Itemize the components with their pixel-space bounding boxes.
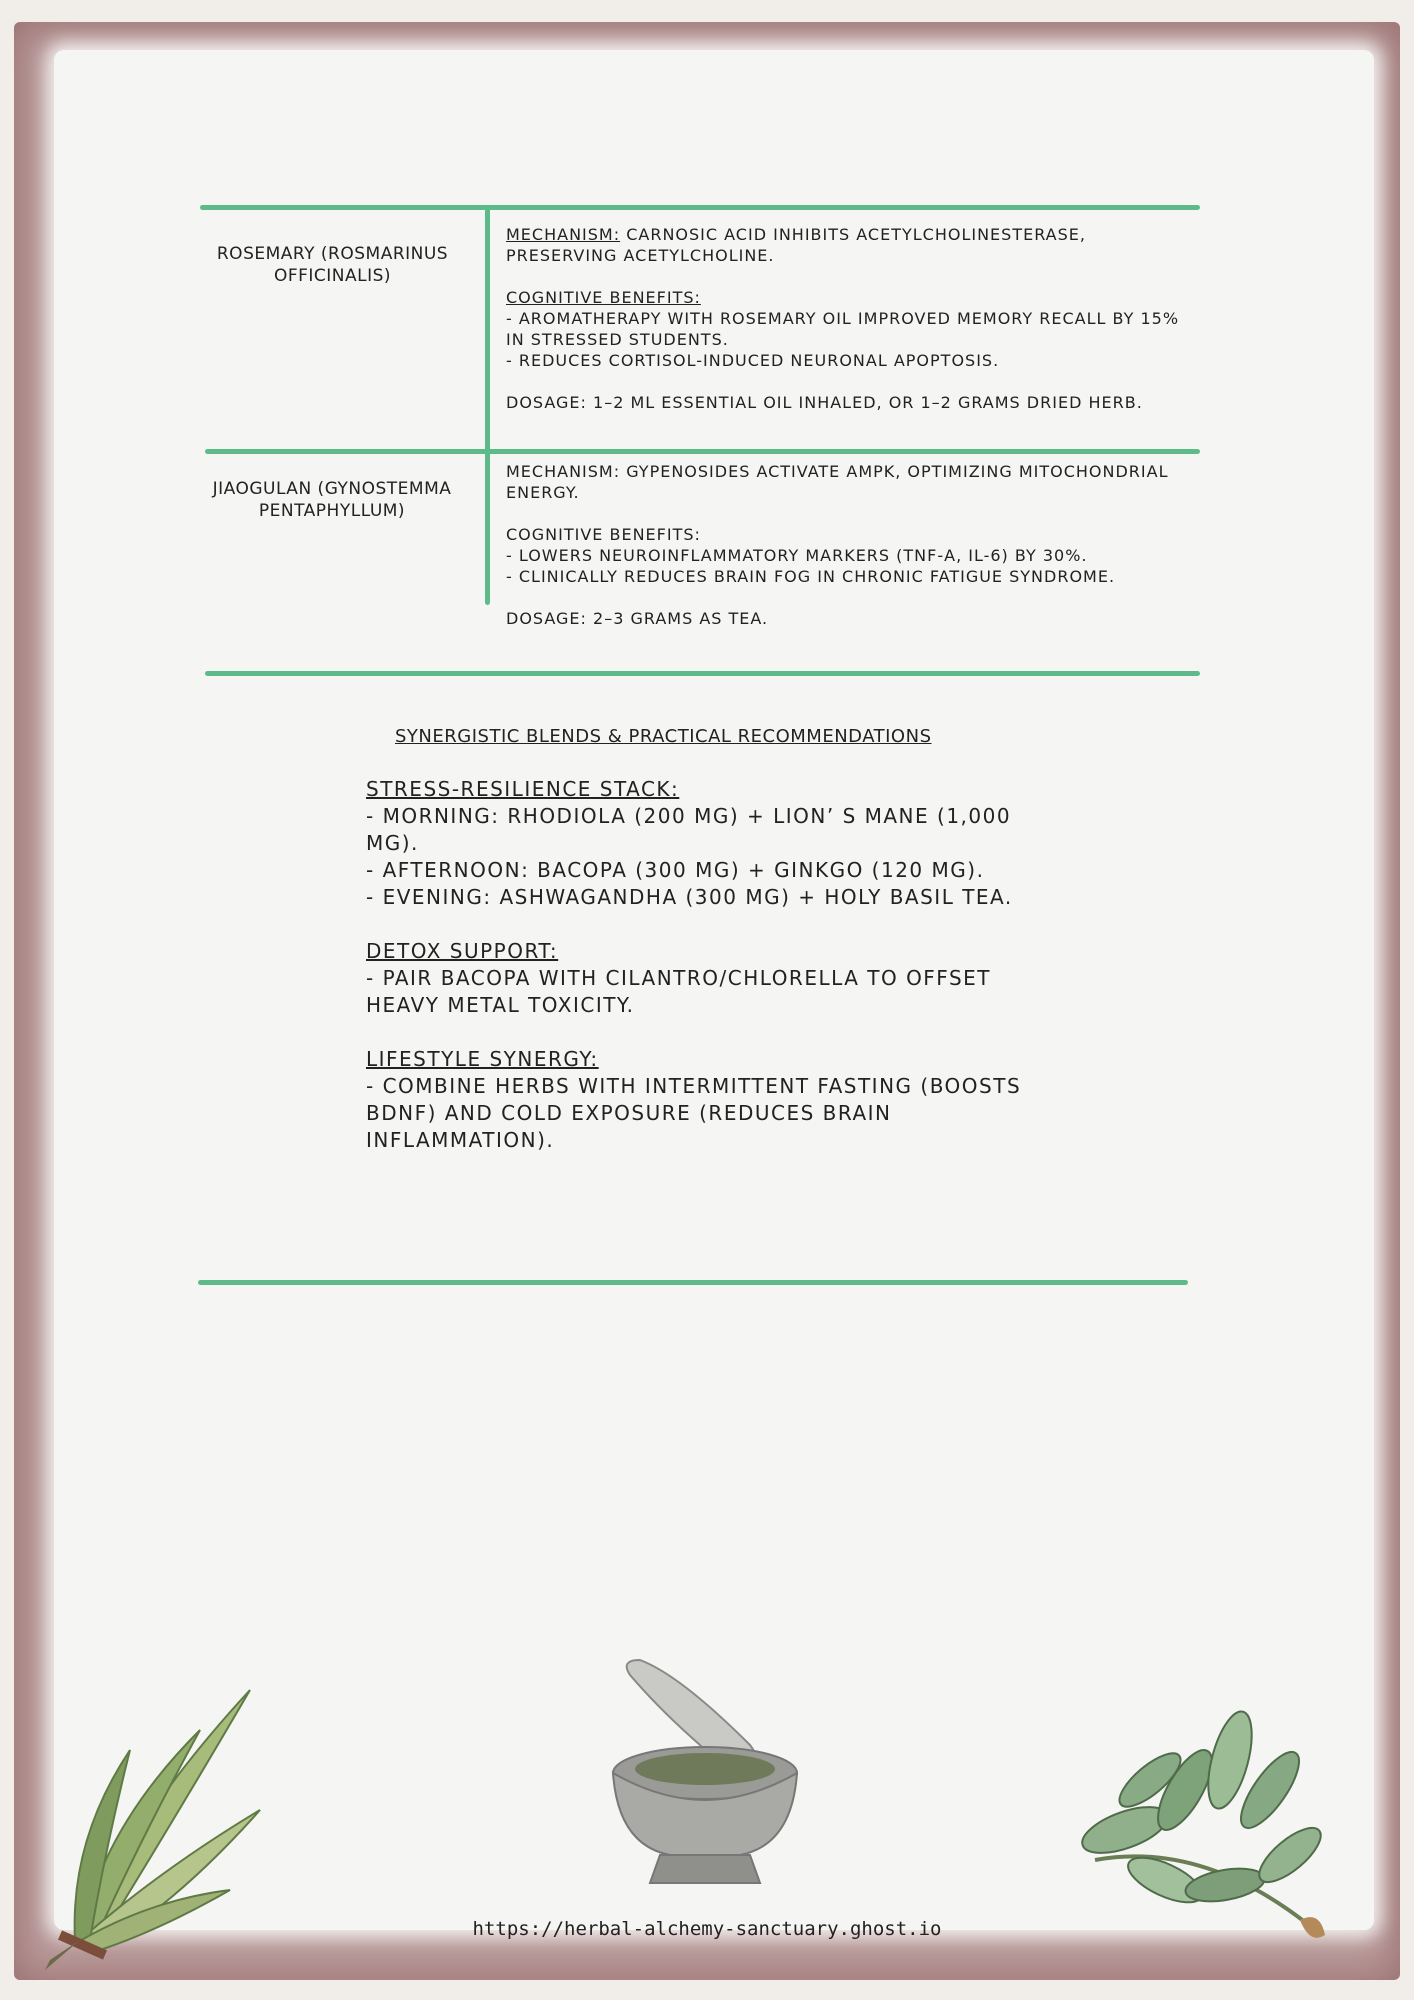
table-row-divider bbox=[205, 449, 1200, 454]
mechanism-text: CARNOSIC ACID INHIBITS ACETYLCHOLINESTERASE, PRESERVING ACETYLCHOLINE. bbox=[506, 225, 1086, 265]
footer-url[interactable]: https://herbal-alchemy-sanctuary.ghost.io bbox=[472, 1918, 942, 1940]
blend-heading: DETOX SUPPORT: bbox=[366, 939, 559, 963]
dosage: DOSAGE: 2–3 GRAMS AS TEA. bbox=[506, 609, 769, 628]
mechanism-label: MECHANISM: bbox=[506, 225, 621, 244]
mechanism bbox=[506, 461, 1196, 503]
blend-line: - COMBINE HERBS WITH INTERMITTENT FASTING (BOOSTS BDNF) AND COLD EXPOSURE (REDUCES BRAIN INFLAMMATION). bbox=[366, 1074, 1022, 1152]
herb-details-rosemary bbox=[506, 224, 1186, 413]
mortar-pestle-icon bbox=[600, 1655, 810, 1895]
cognitive-benefits bbox=[506, 287, 1186, 371]
dosage: DOSAGE: 1–2 ML ESSENTIAL OIL INHALED, OR 1–2 GRAMS DRIED HERB. bbox=[506, 393, 1143, 412]
section-title: SYNERGISTIC BLENDS & PRACTICAL RECOMMENDATIONS bbox=[395, 726, 932, 747]
mechanism bbox=[506, 224, 1186, 266]
blend-group-lifestyle bbox=[366, 1046, 1056, 1154]
blend-heading: LIFESTYLE SYNERGY: bbox=[366, 1047, 599, 1071]
section-bottom-rule bbox=[198, 1280, 1188, 1285]
blend-line: - MORNING: RHODIOLA (200 MG) + LION’ S MANE (1,000 MG). bbox=[366, 804, 1012, 855]
blend-line: - EVENING: ASHWAGANDHA (300 MG) + HOLY BASIL TEA. bbox=[366, 885, 1013, 909]
herb-name-jiaogulan: JIAOGULAN (GYNOSTEMMA PENTAPHYLLUM) bbox=[212, 479, 452, 521]
herb-details-jiaogulan bbox=[506, 461, 1196, 629]
benefit-item: - REDUCES CORTISOL-INDUCED NEURONAL APOPTOSIS. bbox=[506, 351, 1000, 370]
herb-name-rosemary: ROSEMARY (ROSMARINUS OFFICINALIS) bbox=[216, 244, 449, 286]
blend-group-stress bbox=[366, 776, 1056, 911]
blends-list bbox=[366, 776, 1056, 1181]
blend-line: - AFTERNOON: BACOPA (300 MG) + GINKGO (120 MG). bbox=[366, 858, 985, 882]
benefit-item: - LOWERS NEUROINFLAMMATORY MARKERS (TNF-Α, IL-6) BY 30%. bbox=[506, 546, 1088, 565]
table-bottom-rule bbox=[205, 671, 1200, 676]
table-top-rule bbox=[200, 205, 1200, 210]
cognitive-benefits bbox=[506, 524, 1196, 587]
mechanism-text: GYPENOSIDES ACTIVATE AMPK, OPTIMIZING MITOCHONDRIAL ENERGY. bbox=[506, 462, 1169, 502]
mechanism-label: MECHANISM: bbox=[506, 462, 621, 481]
blend-heading: STRESS-RESILIENCE STACK: bbox=[366, 777, 680, 801]
benefit-item: - AROMATHERAPY WITH ROSEMARY OIL IMPROVED MEMORY RECALL BY 15% IN STRESSED STUDENTS. bbox=[506, 309, 1180, 349]
blend-line: - PAIR BACOPA WITH CILANTRO/CHLORELLA TO OFFSET HEAVY METAL TOXICITY. bbox=[366, 966, 992, 1017]
benefit-item: - CLINICALLY REDUCES BRAIN FOG IN CHRONIC FATIGUE SYNDROME. bbox=[506, 567, 1116, 586]
benefits-label: COGNITIVE BENEFITS: bbox=[506, 288, 701, 307]
blend-group-detox bbox=[366, 938, 1056, 1019]
table-column-divider bbox=[485, 205, 490, 605]
benefits-label: COGNITIVE BENEFITS: bbox=[506, 525, 701, 544]
